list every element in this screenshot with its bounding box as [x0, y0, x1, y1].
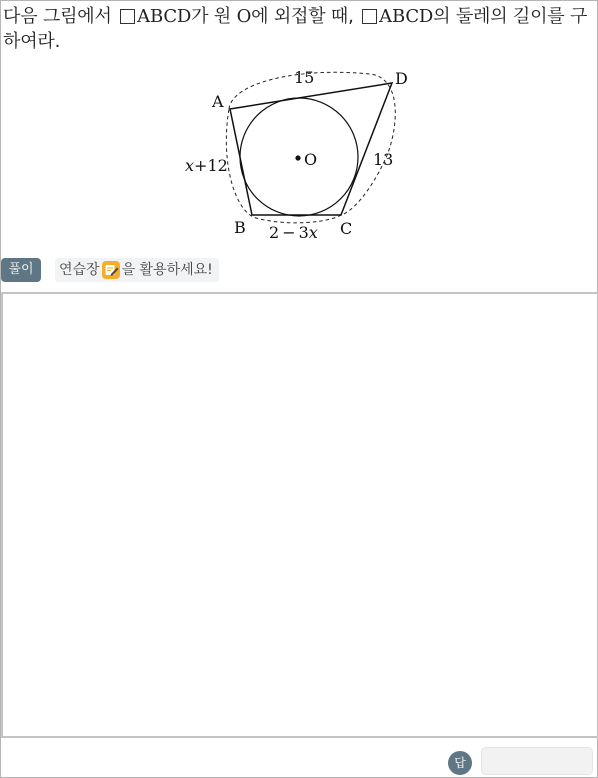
scratchpad-hint[interactable]: [55, 258, 219, 282]
side-bc-label: 2 − 3x: [269, 223, 318, 242]
center-label: O: [304, 150, 318, 169]
side-dc-label: 13: [373, 150, 394, 169]
circle-name: O: [236, 6, 252, 27]
vertex-b-label: B: [234, 218, 246, 237]
question-part-4: 의 둘레의 길이를 구하여라.: [3, 6, 588, 52]
question-text: [3, 4, 595, 54]
quad-name-2: ABCD: [379, 6, 434, 27]
side-ad-label: 15: [294, 68, 315, 87]
quadrilateral-symbol: [362, 9, 377, 24]
answer-badge: 답: [448, 751, 472, 775]
quad-name-1: ABCD: [137, 6, 192, 27]
vertex-a-label: A: [212, 92, 224, 111]
memo-pad-icon[interactable]: [102, 261, 120, 279]
dashed-outer-curve: [226, 72, 395, 223]
answer-input[interactable]: [481, 747, 593, 775]
geometry-figure: [170, 62, 420, 247]
hint-text-after: 을 활용하세요!: [121, 262, 213, 278]
question-part-3: 에 외접할 때,: [251, 6, 360, 27]
vertex-d-label: D: [395, 69, 408, 88]
solution-scratch-area[interactable]: [1, 292, 598, 738]
question-part-2: 가 원: [191, 6, 237, 27]
side-ab-label: x+12: [185, 156, 228, 175]
quadrilateral-symbol: [120, 9, 135, 24]
vertex-c-label: C: [340, 219, 353, 238]
hint-text-before: 연습장: [59, 262, 100, 278]
question-part-1: 다음 그림에서: [3, 6, 118, 27]
solution-badge: 풀이: [1, 258, 41, 282]
center-point: [295, 155, 300, 160]
